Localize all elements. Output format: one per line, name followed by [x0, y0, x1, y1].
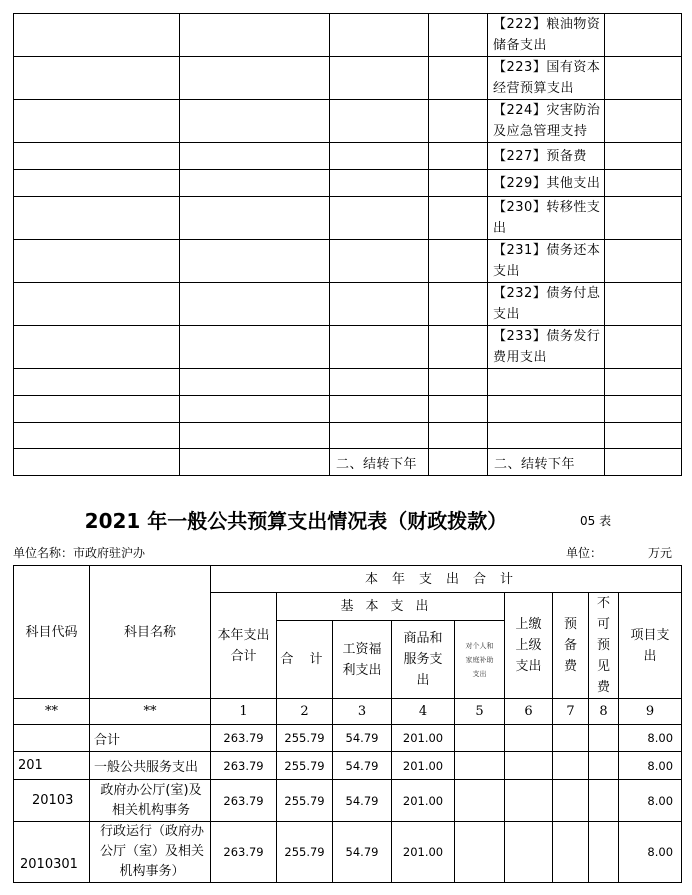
upper-cell — [505, 780, 553, 822]
personal-cell — [455, 780, 505, 822]
unforeseen-cell — [589, 822, 619, 883]
category-cell: 【222】粮油物资储备支出 — [488, 14, 605, 57]
personal-cell — [455, 752, 505, 780]
table-row — [14, 369, 682, 396]
upper-cell — [505, 725, 553, 752]
index-cell: 2 — [277, 699, 333, 725]
name-cell: 行政运行（政府办公厅（室）及相关机构事务） — [90, 822, 211, 883]
index-cell: 6 — [505, 699, 553, 725]
table-row — [14, 100, 682, 143]
header-basic-group: 基本支出 — [277, 593, 505, 621]
index-row — [14, 699, 682, 725]
category-cell: 【224】灾害防治及应急管理支持 — [488, 100, 605, 143]
salary-cell: 54.79 — [333, 752, 392, 780]
header-subtotal: 合 计 — [277, 621, 333, 699]
upper-cell — [505, 822, 553, 883]
code-cell: 201 — [14, 752, 90, 780]
category-cell: 【229】其他支出 — [488, 170, 605, 197]
table-row — [14, 57, 682, 100]
reserve-cell — [553, 752, 589, 780]
upper-cell — [505, 752, 553, 780]
subtotal-cell: 255.79 — [277, 780, 333, 822]
category-cell: 【231】债务还本支出 — [488, 240, 605, 283]
project-cell: 8.00 — [619, 780, 682, 822]
index-cell: 8 — [589, 699, 619, 725]
category-cell: 【232】债务付息支出 — [488, 283, 605, 326]
category-cell: 【233】债务发行费用支出 — [488, 326, 605, 369]
header-year-total: 本年支出合计 — [211, 593, 277, 699]
table-row — [14, 283, 682, 326]
index-cell: 4 — [392, 699, 455, 725]
name-cell: 政府办公厅(室)及相关机构事务 — [90, 780, 211, 822]
reserve-cell — [553, 822, 589, 883]
table-row — [14, 14, 682, 57]
table-row — [14, 326, 682, 369]
category-cell: 【223】国有资本经营预算支出 — [488, 57, 605, 100]
header-goods: 商品和服务支出 — [392, 621, 455, 699]
personal-cell — [455, 725, 505, 752]
carryover-label: 二、结转下年 — [488, 449, 605, 476]
header-name: 科目名称 — [90, 566, 211, 699]
code-cell — [14, 725, 90, 752]
project-cell: 8.00 — [619, 752, 682, 780]
table-row — [14, 240, 682, 283]
unit-label: 单位： — [566, 546, 603, 560]
category-cell: 【230】转移性支出 — [488, 197, 605, 240]
unit-value: 万元 — [648, 546, 673, 560]
table-row — [14, 170, 682, 197]
goods-cell: 201.00 — [392, 780, 455, 822]
table-row — [14, 725, 682, 752]
year-total-cell: 263.79 — [211, 822, 277, 883]
project-cell: 8.00 — [619, 725, 682, 752]
year-total-cell: 263.79 — [211, 752, 277, 780]
expenditure-table — [13, 565, 682, 883]
index-cell: 9 — [619, 699, 682, 725]
subtotal-cell: 255.79 — [277, 752, 333, 780]
page-title: 2021 年一般公共预算支出情况表（财政拨款） — [84, 509, 508, 533]
table-number: 05 表 — [580, 514, 612, 528]
header-reserve: 预备费 — [553, 593, 589, 699]
goods-cell: 201.00 — [392, 725, 455, 752]
header-salary: 工资福利支出 — [333, 621, 392, 699]
code-cell: 2010301 — [14, 822, 90, 883]
header-unforeseen: 不可预见费 — [589, 593, 619, 699]
index-cell: 5 — [455, 699, 505, 725]
header-code: 科目代码 — [14, 566, 90, 699]
table-row — [14, 396, 682, 423]
year-total-cell: 263.79 — [211, 725, 277, 752]
table-row — [14, 197, 682, 240]
name-cell: 合计 — [90, 725, 211, 752]
index-cell: 3 — [333, 699, 392, 725]
subtotal-cell: 255.79 — [277, 725, 333, 752]
carryover-label: 二、结转下年 — [330, 449, 429, 476]
unforeseen-cell — [589, 725, 619, 752]
reserve-cell — [553, 780, 589, 822]
unforeseen-cell — [589, 780, 619, 822]
header-personal: 对个人和家庭补助支出 — [455, 621, 505, 699]
table-row — [14, 780, 682, 822]
name-cell: 一般公共服务支出 — [90, 752, 211, 780]
personal-cell — [455, 822, 505, 883]
goods-cell: 201.00 — [392, 752, 455, 780]
index-cell: ** — [14, 699, 90, 725]
goods-cell: 201.00 — [392, 822, 455, 883]
index-cell: 7 — [553, 699, 589, 725]
index-cell: 1 — [211, 699, 277, 725]
header-project: 项目支出 — [619, 593, 682, 699]
table-row — [14, 423, 682, 449]
subtotal-cell: 255.79 — [277, 822, 333, 883]
unforeseen-cell — [589, 752, 619, 780]
category-cell: 【227】预备费 — [488, 143, 605, 170]
carryover-row — [14, 449, 682, 476]
year-total-cell: 263.79 — [211, 780, 277, 822]
header-upper: 上缴上级支出 — [505, 593, 553, 699]
table-row — [14, 822, 682, 883]
salary-cell: 54.79 — [333, 780, 392, 822]
salary-cell: 54.79 — [333, 822, 392, 883]
header-total-group: 本年支出合计 — [211, 566, 682, 593]
project-cell: 8.00 — [619, 822, 682, 883]
unit-name: 单位名称：市政府驻沪办 — [13, 546, 146, 560]
budget-summary-table-continued — [13, 13, 682, 476]
reserve-cell — [553, 725, 589, 752]
salary-cell: 54.79 — [333, 725, 392, 752]
code-cell: 20103 — [14, 780, 90, 822]
table-row — [14, 143, 682, 170]
table-row — [14, 752, 682, 780]
index-cell: ** — [90, 699, 211, 725]
